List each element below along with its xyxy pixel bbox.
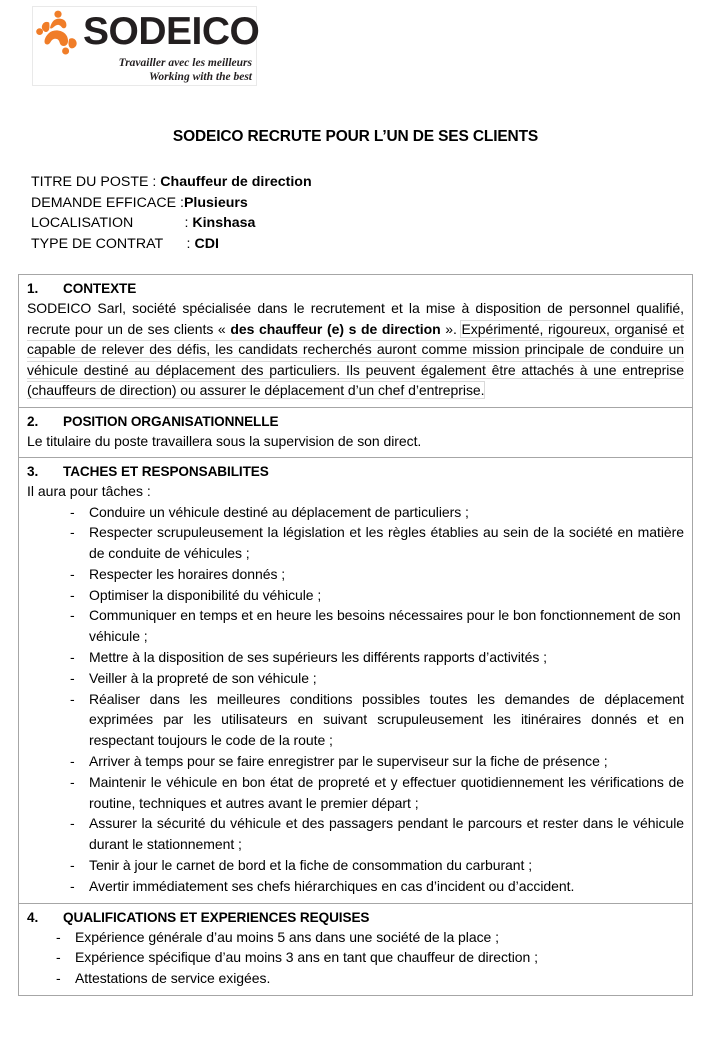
section-position [19, 408, 692, 459]
list-item: - Attestations de service exigées. [27, 968, 684, 989]
section-qualifications-heading [27, 908, 684, 927]
list-item: - Expérience spécifique d’au moins 3 ans en tant que chauffeur de direction ; [27, 947, 684, 968]
contexte-text-bold: des chauffeur (e) s de direction [230, 320, 441, 337]
list-item: - Respecter les horaires donnés ; [27, 564, 684, 585]
page-title: SODEICO RECRUTE POUR L’UN DE SES CLIENTS [172, 128, 539, 145]
list-item: - Maintenir le véhicule en bon état de propreté et y effectuer quotidiennement les vérifications de routine, techniques et autres avant le premier départ ; [27, 772, 684, 814]
contexte-text-boxed: Expérimenté, rigoureux, organisé et capable de relever des défis, les candidats recherchés auront comme mission principale de conduire un véhicule destiné au déplacement des particuliers. Ils peuvent également être attachés à une entreprise (chauffeurs de direction) ou assurer le déplacement d’un chef d’entreprise. [27, 320, 684, 398]
job-meta-row-localisation [31, 213, 312, 234]
section-title: CONTEXTE [63, 281, 137, 296]
job-meta-label: DEMANDE EFFICACE : [31, 194, 184, 211]
section-qualifications [19, 904, 692, 995]
list-item: - Optimiser la disponibilité du véhicule ; [27, 585, 684, 606]
section-title: TACHES ET RESPONSABILITES [63, 464, 269, 479]
contexte-text-part1: SODEICO Sarl, société spécialisée dans le recrutement et la mise à disposition de personnel qualifié, recrute pour un de ses clients « [27, 300, 684, 337]
job-meta-label: TITRE DU POSTE : [31, 174, 161, 190]
list-item: - Communiquer en temps et en heure les besoins nécessaires pour le bon fonctionnement de son véhicule ; [27, 605, 684, 647]
qualifications-list [27, 927, 684, 989]
section-taches-heading [27, 462, 684, 481]
list-item: - Veiller à la propreté de son véhicule ; [27, 668, 684, 689]
logo-row [35, 9, 259, 55]
list-item: - Avertir immédiatement ses chefs hiérarchiques en cas d’incident ou d’accident. [27, 876, 684, 897]
section-contexte-paragraph [27, 298, 684, 401]
section-title: QUALIFICATIONS ET EXPERIENCES REQUISES [63, 909, 370, 925]
section-number: 2. [27, 413, 39, 429]
job-meta-value: Chauffeur de direction [160, 174, 312, 190]
sections-table [18, 274, 693, 996]
section-contexte [19, 275, 692, 408]
logo-wordmark: SODEICO [83, 10, 260, 53]
logo-tagline-fr: Travailler avec les meilleurs [118, 57, 252, 69]
section-number: 4. [27, 909, 39, 925]
contexte-text-part2: ». [440, 320, 462, 337]
job-meta-label: TYPE DE CONTRAT : [31, 235, 195, 252]
section-taches-lead: Il aura pour tâches : [27, 483, 151, 499]
list-item: - Réaliser dans les meilleures conditions possibles toutes les demandes de déplacement exprimées par les utilisateurs en suivant scrupuleusement les itinéraires donnés et en respectant toujours le code de la route ; [27, 689, 684, 751]
three-people-cluster-icon [35, 9, 77, 55]
section-position-heading [27, 412, 684, 431]
list-item: - Arriver à temps pour se faire enregistrer par le superviseur sur la fiche de présence ; [27, 751, 684, 772]
list-item: - Conduire un véhicule destiné au déplacement de particuliers ; [27, 502, 684, 523]
job-meta-value: Plusieurs [183, 194, 248, 211]
job-meta-value: CDI [194, 235, 219, 252]
list-item: - Mettre à la disposition de ses supérieurs les différents rapports d’activités ; [27, 647, 684, 668]
section-position-paragraph: Le titulaire du poste travaillera sous la supervision de son direct. [27, 432, 422, 449]
section-number: 1. [27, 281, 39, 296]
job-meta-label: LOCALISATION : [31, 215, 193, 231]
list-item: - Assurer la sécurité du véhicule et des passagers pendant le parcours et rester dans le véhicule durant le stationnement ; [27, 813, 684, 855]
section-contexte-heading [27, 279, 684, 298]
job-meta-value: Kinshasa [192, 215, 256, 231]
job-meta-row-titre [31, 172, 312, 193]
job-meta-row-demande [31, 193, 312, 214]
job-meta-list [31, 172, 312, 254]
section-taches [19, 458, 692, 904]
taches-list [27, 502, 684, 897]
section-number: 3. [27, 464, 39, 479]
list-item: - Tenir à jour le carnet de bord et la fiche de consommation du carburant ; [27, 855, 684, 876]
section-title: POSITION ORGANISATIONNELLE [63, 413, 279, 429]
logo-tagline [119, 57, 252, 84]
logo-tagline-en: Working with the best [149, 70, 252, 83]
list-item: - Respecter scrupuleusement la législation et les règles établies au sein de la société en matière de conduite de véhicules ; [27, 522, 684, 564]
job-meta-row-contrat [31, 234, 312, 255]
company-logo [32, 6, 260, 86]
list-item: - Expérience générale d’au moins 5 ans dans une société de la place ; [27, 927, 684, 948]
